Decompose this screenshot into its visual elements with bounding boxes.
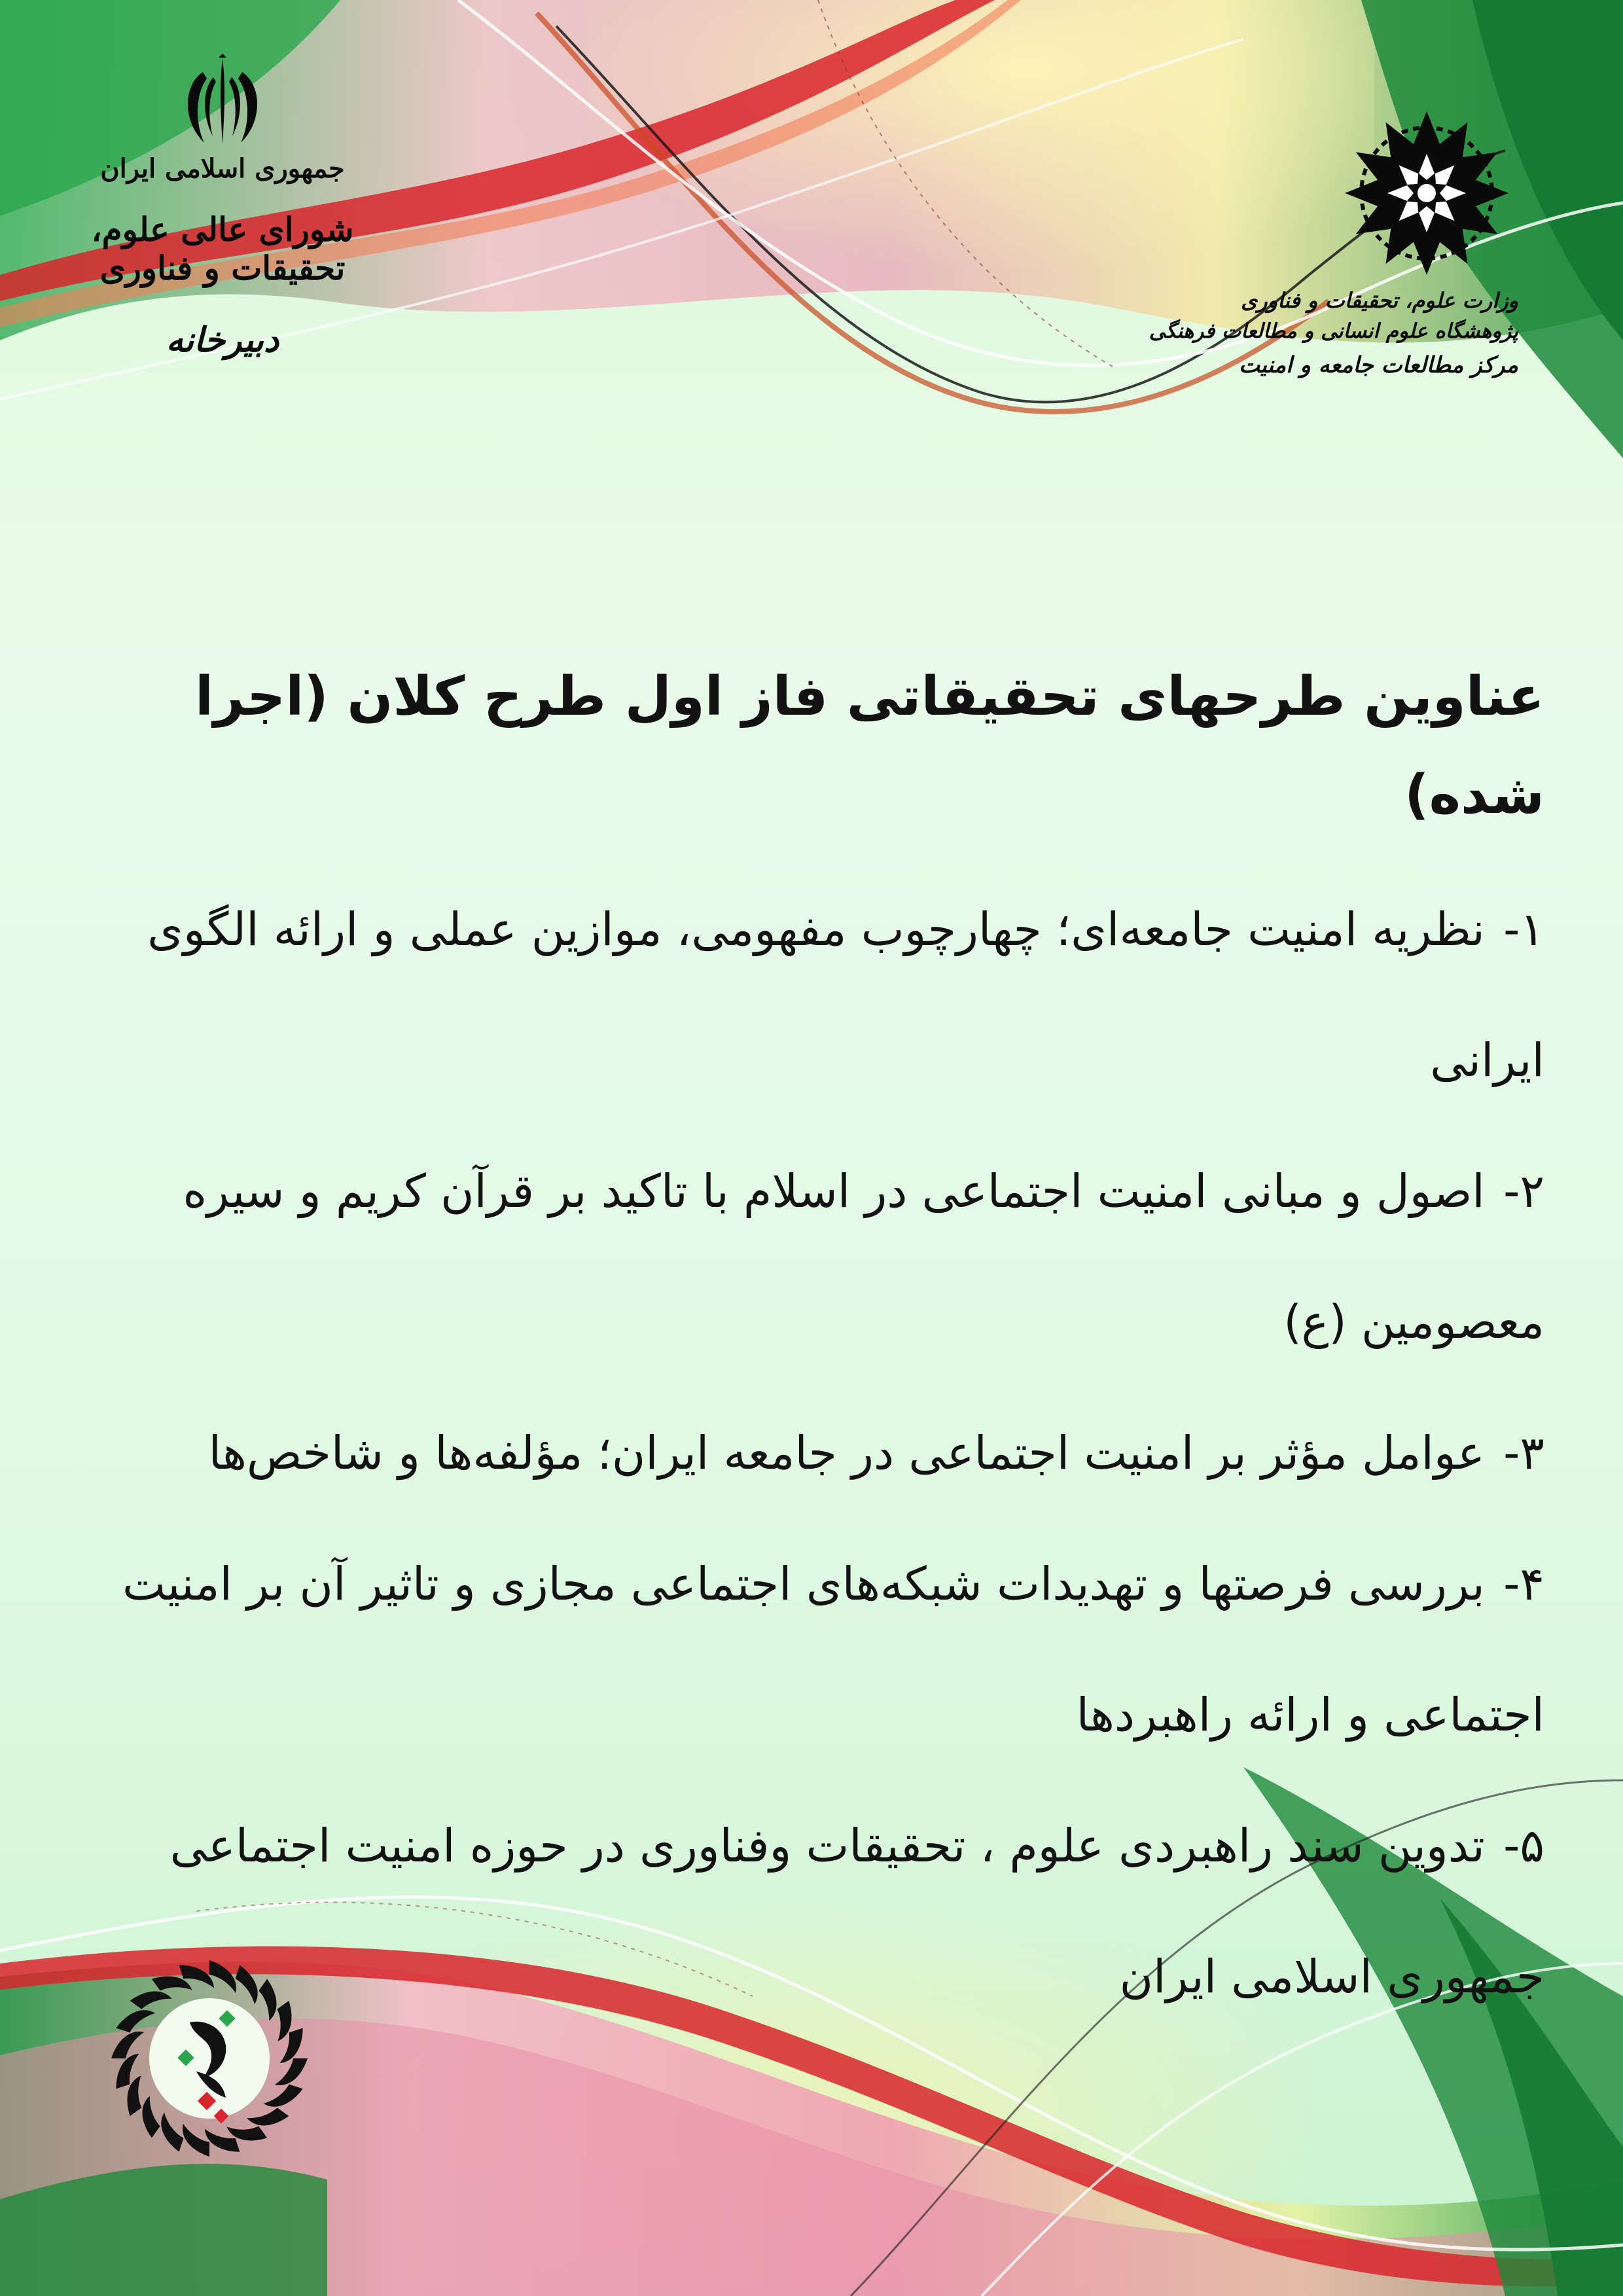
header-left-line2: شورای عالی علوم، تحقیقات و فناوری	[91, 210, 354, 287]
list-item	[72, 1388, 1544, 1518]
item-number: ۲-	[1503, 1164, 1544, 1218]
header-right-line3: مرکز مطالعات جامعه و امنیت	[1238, 352, 1518, 378]
list-item	[72, 1518, 1544, 1780]
item-number: ۵-	[1503, 1819, 1544, 1873]
institute-rosette-icon	[1338, 105, 1515, 281]
header-right-line2: پژوهشگاه علوم انسانی و مطالعات فرهنگی	[1149, 319, 1518, 343]
item-text: نظریه امنیت جامعه‌ای؛ چهارچوب مفهومی، موازین عملی و ارائه الگوی ایرانی	[147, 903, 1544, 1087]
header-right-line1: وزارت علوم، تحقیقات و فناوری	[1241, 288, 1518, 313]
right-emblem-block	[1149, 105, 1558, 378]
circular-swirl-logo-icon	[101, 1950, 317, 2166]
left-emblem-block	[39, 52, 406, 360]
header-left-line3: دبیرخانه	[166, 320, 279, 360]
iran-emblem-icon	[164, 52, 281, 151]
item-text: تدوین سند راهبردی علوم ، تحقیقات وفناوری در حوزه امنیت اجتماعی جمهوری اسلامی ایران	[169, 1819, 1544, 2003]
item-text: بررسی فرصتها و تهدیدات شبکه‌های اجتماعی مجازی و تاثیر آن بر امنیت اجتماعی و ارائه راهبردها	[122, 1557, 1544, 1742]
item-number: ۳-	[1503, 1426, 1544, 1480]
item-text: اصول و مبانی امنیت اجتماعی در اسلام با تاکید بر قرآن کریم و سیره معصومین (ع)	[183, 1164, 1544, 1349]
document-body	[72, 648, 1544, 2042]
document-title: عناوین طرحهای تحقیقاتی فاز اول طرح کلان (اجرا شده)	[194, 666, 1544, 826]
item-number: ۱-	[1503, 903, 1544, 956]
list-item	[72, 1126, 1544, 1388]
item-number: ۴-	[1503, 1557, 1544, 1611]
list-item	[72, 864, 1544, 1126]
item-text: عوامل مؤثر بر امنیت اجتماعی در جامعه ایران؛ مؤلفه‌ها و شاخص‌ها	[208, 1426, 1485, 1480]
header-left-line1: جمهوری اسلامی ایران	[100, 153, 345, 184]
